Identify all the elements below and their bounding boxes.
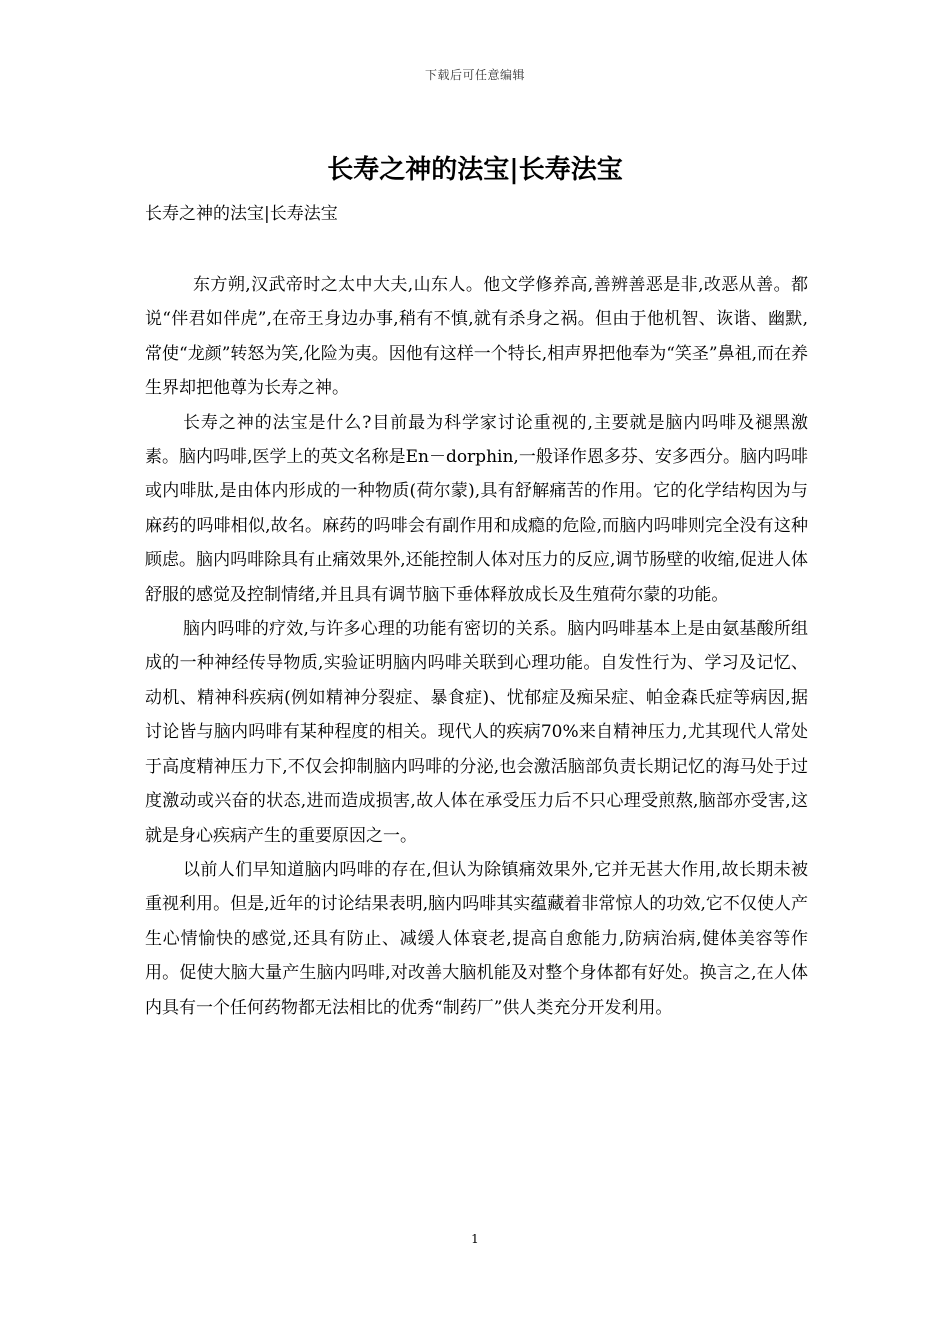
document-subtitle: 长寿之神的法宝|长寿法宝 bbox=[145, 204, 338, 224]
document-body bbox=[145, 268, 808, 1025]
paragraph: 长寿之神的法宝是什么?目前最为科学家讨论重视的,主要就是脑内吗啡及褪黑激素。脑内吗啡,医学上的英文名称是En－dorphin,一般译作恩多芬、安多西分。脑内吗啡或内啡肽,是由体内形成的一种物质(荷尔蒙),具有舒解痛苦的作用。它的化学结构因为与麻药的吗啡相似,故名。麻药的吗啡会有副作用和成瘾的危险,而脑内吗啡则完全没有这种顾虑。脑内吗啡除具有止痛效果外,还能控制人体对压力的反应,调节肠壁的收缩,促进人体舒服的感觉及控制情绪,并且具有调节脑下垂体释放成长及生殖荷尔蒙的功能。 bbox=[145, 412, 808, 605]
paragraph: 东方朔,汉武帝时之太中大夫,山东人。他文学修养高,善辨善恶是非,改恶从善。都说“伴君如伴虎”,在帝王身边办事,稍有不慎,就有杀身之祸。但由于他机智、诙谐、幽默,常使“龙颜”转怒为笑,化险为夷。因他有这样一个特长,相声界把他奉为“笑圣”鼻祖,而在养生界却把他尊为长寿之神。 bbox=[145, 275, 808, 399]
paragraph: 以前人们早知道脑内吗啡的存在,但认为除镇痛效果外,它并无甚大作用,故长期未被重视利用。但是,近年的讨论结果表明,脑内吗啡其实蕴藏着非常惊人的功效,它不仅使人产生心情愉快的感觉,还具有防止、减缓人体衰老,提高自愈能力,防病治病,健体美容等作用。促使大脑大量产生脑内吗啡,对改善大脑机能及对整个身体都有好处。换言之,在人体内具有一个任何药物都无法相比的优秀“制药厂”供人类充分开发利用。 bbox=[145, 859, 808, 1018]
paragraph: 脑内吗啡的疗效,与许多心理的功能有密切的关系。脑内吗啡基本上是由氨基酸所组成的一种神经传导物质,实验证明脑内吗啡关联到心理功能。自发性行为、学习及记忆、动机、精神科疾病(例如精神分裂症、暴食症)、忧郁症及痴呆症、帕金森氏症等病因,据讨论皆与脑内吗啡有某种程度的相关。现代人的疾病70%来自精神压力,尤其现代人常处于高度精神压力下,不仅会抑制脑内吗啡的分泌,也会激活脑部负责长期记忆的海马处于过度激动或兴奋的状态,进而造成损害,故人体在承受压力后不只心理受煎熬,脑部亦受害,这就是身心疾病产生的重要原因之一。 bbox=[145, 619, 808, 846]
page-number: 1 bbox=[471, 1232, 479, 1246]
page-header: 下载后可任意编辑 bbox=[424, 68, 525, 82]
document-title: 长寿之神的法宝|长寿法宝 bbox=[327, 155, 623, 185]
